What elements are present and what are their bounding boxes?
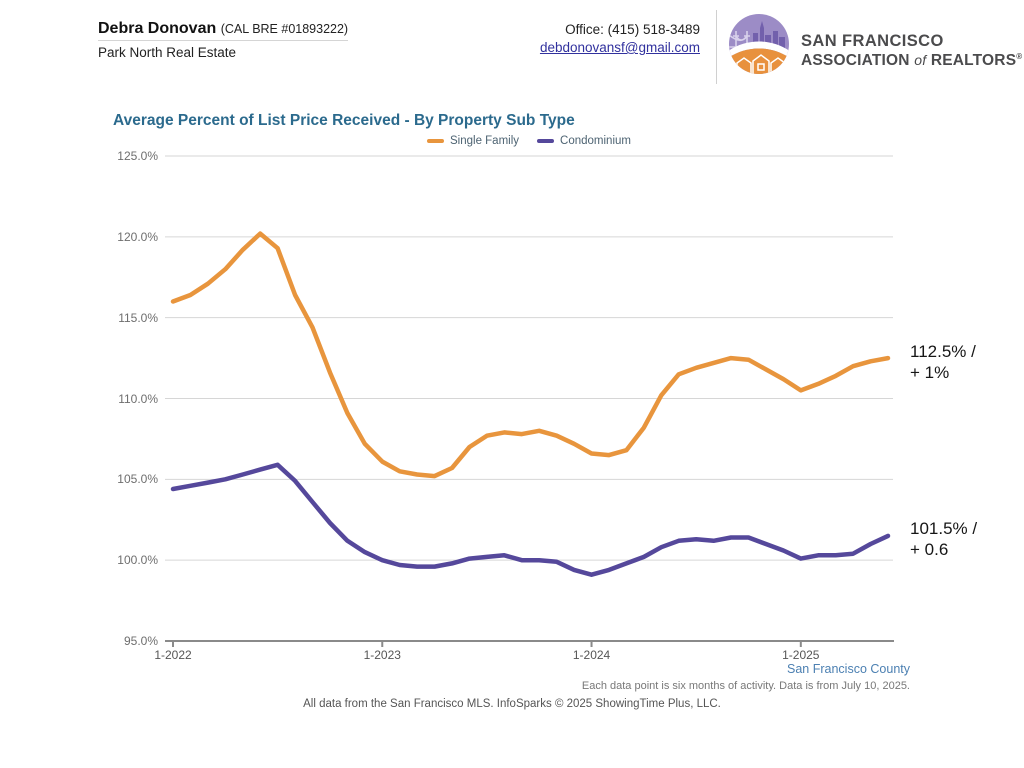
x-axis-tick-label: 1-2022 (154, 648, 192, 662)
org-association: ASSOCIATION (801, 52, 910, 70)
series-line-condominium (173, 465, 888, 575)
registered-mark: ® (1016, 52, 1023, 61)
county-label: San Francisco County (787, 662, 910, 676)
office-phone: Office: (415) 518-3489 (565, 22, 700, 37)
x-axis-tick-label: 1-2023 (363, 648, 401, 662)
legend-label-condominium: Condominium (560, 135, 631, 147)
y-axis-tick-label: 115.0% (118, 310, 158, 325)
org-of: of (914, 52, 927, 69)
legend-label-single-family: Single Family (450, 135, 520, 147)
single-family-last-value (910, 341, 976, 383)
email-link[interactable]: debdonovansf@gmail.com (539, 40, 700, 55)
agent-name: Debra Donovan (98, 20, 217, 37)
y-axis-tick-label: 95.0% (123, 634, 158, 648)
single-family-value-line2: + 1% (910, 363, 950, 382)
single-family-value-line1: 112.5% / (910, 342, 976, 361)
data-note: Each data point is six months of activity. Data is from July 10, 2025. (581, 680, 910, 692)
y-axis-tick-label: 100.0% (117, 553, 158, 568)
series-line-single-family (173, 234, 888, 477)
x-axis-tick-label: 1-2025 (782, 648, 820, 662)
chart-title: Average Percent of List Price Received - By Property Sub Type (113, 112, 575, 129)
y-axis-tick-label: 125.0% (117, 149, 158, 163)
org-realtors: REALTORS (930, 52, 1017, 70)
condominium-last-value (910, 518, 977, 560)
y-axis-tick-label: 105.0% (117, 472, 158, 487)
condominium-value-line1: 101.5% / (910, 519, 978, 538)
org-name-line1: SAN FRANCISCO (801, 32, 944, 50)
y-axis-tick-label: 120.0% (117, 229, 158, 244)
attribution: All data from the San Francisco MLS. InfoSparks © 2025 ShowingTime Plus, LLC. (303, 698, 721, 710)
condominium-value-line2: + 0.6 (910, 540, 949, 559)
agent-license: (CAL BRE #01893222) (220, 22, 349, 36)
x-axis-tick-label: 1-2024 (572, 648, 611, 662)
agency-name: Park North Real Estate (98, 45, 237, 60)
y-axis-tick-label: 110.0% (118, 391, 158, 406)
